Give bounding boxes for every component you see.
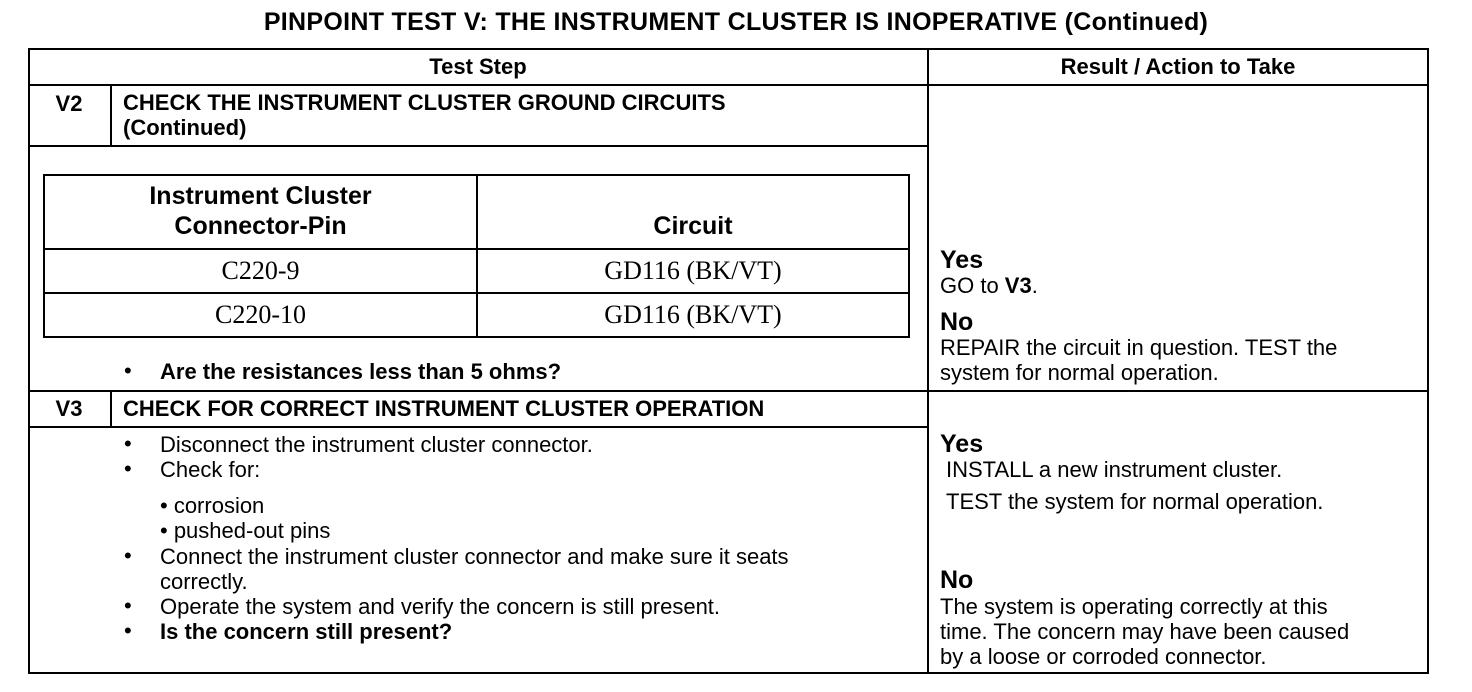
header-bottom-rule [28, 84, 1429, 86]
v3-yes-line2: TEST the system for normal operation. [946, 489, 1324, 514]
outer-border-bottom [28, 672, 1429, 674]
v3-bullet-1: • [124, 431, 132, 456]
v2-yes-text-pre: GO to [940, 273, 1005, 298]
v3-number-divider [110, 390, 112, 427]
v2-step-number: V2 [55, 91, 83, 116]
v3-step-3-line2: correctly. [160, 569, 248, 594]
v2-yes-link-v3: V3 [1004, 273, 1032, 298]
v2-step-title [123, 90, 726, 140]
v3-step-title: CHECK FOR CORRECT INSTRUMENT CLUSTER OPERATION [123, 396, 765, 421]
v3-bullet-3: • [124, 543, 132, 568]
column-divider [927, 48, 929, 674]
v2-title-line2: (Continued) [123, 115, 247, 140]
v2-yes-label: Yes [940, 246, 984, 274]
table-row-2-pin: C220-10 [215, 300, 306, 329]
v2-no-text [940, 335, 1337, 385]
table-row-1-circuit: GD116 (BK/VT) [604, 256, 782, 285]
table-row-1-pin: C220-9 [221, 256, 300, 285]
v2-title-bottom-rule [28, 145, 928, 147]
outer-border-right [1427, 48, 1429, 674]
v3-no-line2: time. The concern may have been caused [940, 619, 1350, 644]
inner-header-line2: Connector-Pin [174, 212, 347, 240]
v3-no-text [940, 594, 1349, 669]
v2-no-line2: system for normal operation. [940, 360, 1219, 385]
outer-border-top [28, 48, 1429, 50]
v2-yes-text-post: . [1031, 273, 1038, 298]
page-title: PINPOINT TEST V: THE INSTRUMENT CLUSTER IS INOPERATIVE (Continued) [263, 8, 1209, 36]
v2-v3-separator [28, 390, 1429, 392]
v3-yes-label: Yes [940, 430, 984, 458]
header-test-step: Test Step [429, 54, 527, 79]
v3-step-1: Disconnect the instrument cluster connector. [160, 432, 593, 457]
v3-bullet-5: • [124, 618, 132, 643]
v3-no-line1: The system is operating correctly at this [940, 594, 1328, 619]
v3-no-label: No [940, 566, 974, 594]
v2-no-line1: REPAIR the circuit in question. TEST the [940, 335, 1338, 360]
v2-number-divider [110, 84, 112, 146]
v3-step-2: Check for: [160, 457, 261, 482]
inner-header-circuit: Circuit [653, 212, 733, 240]
v2-no-label: No [940, 308, 974, 336]
v2-question: Are the resistances less than 5 ohms? [160, 359, 562, 384]
v2-yes-text [940, 273, 1038, 298]
v2-question-bullet: • [124, 358, 132, 383]
inner-header-connector-pin [45, 181, 476, 241]
v3-step-3 [160, 544, 789, 594]
v3-step-3-line1: Connect the instrument cluster connector and make sure it seats [160, 544, 789, 569]
inner-table-right [908, 174, 910, 338]
v3-yes-line1: INSTALL a new instrument cluster. [946, 457, 1283, 482]
outer-border-left [28, 48, 30, 674]
v3-bullet-4: • [124, 593, 132, 618]
table-row-2-circuit: GD116 (BK/VT) [604, 300, 782, 329]
v3-bullet-2: • [124, 456, 132, 481]
v2-title-line1: CHECK THE INSTRUMENT CLUSTER GROUND CIRCUITS [123, 90, 726, 115]
v3-step-number: V3 [55, 396, 83, 421]
v3-no-line3: by a loose or corroded connector. [940, 644, 1267, 669]
v3-sub-corrosion: • corrosion [160, 493, 265, 518]
v3-question: Is the concern still present? [160, 619, 453, 644]
v3-sub-pushed-out-pins: • pushed-out pins [160, 518, 331, 543]
header-result: Result / Action to Take [1060, 54, 1296, 79]
v3-step-4: Operate the system and verify the concern is still present. [160, 594, 721, 619]
inner-header-line1: Instrument Cluster [149, 182, 372, 210]
v3-title-bottom-rule [28, 426, 928, 428]
